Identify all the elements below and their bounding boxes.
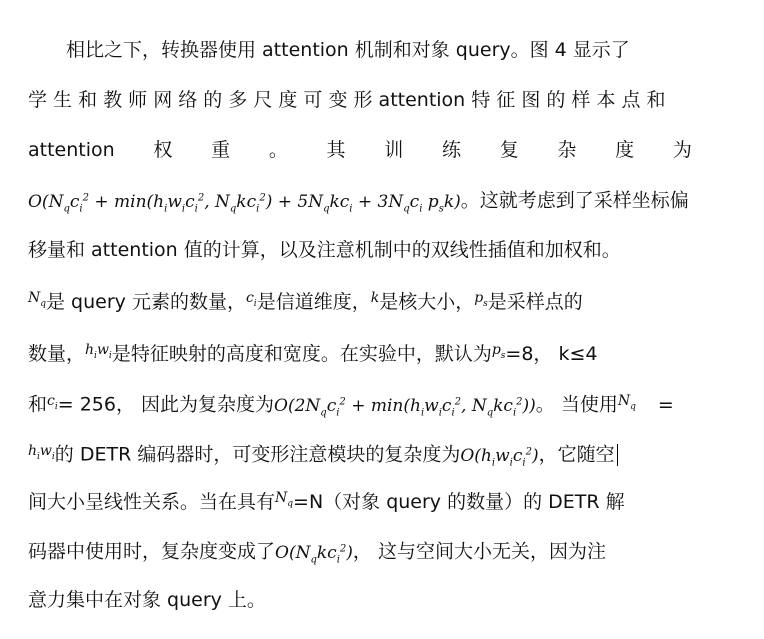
paragraph-line-12: 意力集中在对象 query 上。 [28, 589, 266, 611]
text-span: =8， k≤4 [505, 343, 598, 365]
paragraph-line-3 [28, 138, 692, 162]
paragraph-line-5: 移量和 attention 值的计算，以及注意机制中的双线性插值和加权和。 [28, 239, 621, 261]
paragraph-line-4 [28, 186, 692, 221]
var-hiwi: hiwi [28, 442, 55, 462]
paragraph-line-10 [28, 490, 692, 522]
paragraph-line-11 [28, 537, 692, 572]
var-ci: ci [245, 290, 257, 309]
word: 为 [672, 139, 692, 161]
text-span: 的 DETR 编码器时，可变形注意模块的复杂度为 [54, 443, 461, 466]
paragraph-line-8 [28, 390, 692, 425]
text-span: 是核大小， [379, 291, 475, 313]
word: 训 [384, 139, 404, 161]
complexity-formula-default: $O(2N_qc_i^2 + \min(h_iw_ic_i^2$, $N_qkc_i^2$)) [274, 395, 536, 419]
text-span: 间大小呈线性关系。当在具有 [28, 491, 276, 513]
paragraph-line-7 [28, 342, 692, 374]
complexity-formula-encoder: $O(h_iw_ic_i^2)$ [460, 445, 539, 469]
var-ps: ps [474, 290, 488, 309]
paragraph-line-2: 学 生 和 教 师 网 络 的 多 尺 度 可 变 形 attention 特 征 图 的 样 本 点 和 [28, 89, 666, 111]
text-span: = [657, 393, 674, 416]
text-span: 是特征映射的高度和宽度。在实验中，默认为 [111, 343, 492, 365]
word: 练 [441, 139, 461, 161]
paragraph-line-1: 相比之下，转换器使用 attention 机制和对象 query。图 4 显示了 [66, 39, 630, 61]
word: 复 [499, 139, 519, 161]
var-ps: ps [491, 342, 506, 361]
text-span: 是 query 元素的数量， [46, 291, 246, 313]
text-span: 是信道维度， [256, 291, 371, 313]
complexity-formula-decoder: $O(N_qkc_i^2)$ [275, 542, 353, 566]
text-span: ， 这与空间大小无关，因为注 [352, 540, 606, 563]
word: 度 [615, 139, 635, 161]
word: 其 [326, 139, 346, 161]
text-span: ，它随空 [538, 443, 615, 466]
paragraph-line-6 [28, 290, 692, 322]
word: 杂 [557, 139, 577, 161]
word: 。 [268, 139, 288, 161]
complexity-formula: $O(N_qc_i^2 + \min(h_iw_ic_i^2$, $N_qkc_i^2) + 5N_qkc_i + 3N_qc_i$ $p_sk$) [28, 191, 461, 215]
formula-trailing-text: 。这就考虑到了采样坐标偏 [460, 189, 689, 212]
text-span: 和 [28, 393, 48, 416]
var-nq: Nq [275, 490, 294, 509]
text-span: =N（对象 query 的数量）的 DETR 解 [293, 491, 625, 513]
text-span: 数量， [28, 343, 86, 365]
var-nq: Nq [617, 392, 636, 412]
text-span: = 256， 因此为复杂度为 [57, 393, 275, 416]
text-cursor [617, 444, 618, 466]
var-nq: Nq [28, 290, 47, 309]
var-ci: ci [47, 392, 58, 412]
text-span: 码器中使用时，复杂度变成了 [28, 540, 276, 563]
word: 重 [211, 139, 231, 161]
word: attention [28, 139, 115, 161]
paragraph-line-9 [28, 440, 692, 475]
text-span: 是采样点的 [487, 291, 583, 313]
var-k: k [370, 290, 380, 306]
text-span: 。 当使用 [535, 393, 618, 416]
var-hiwi: hiwi [85, 342, 112, 361]
word: 权 [153, 139, 173, 161]
